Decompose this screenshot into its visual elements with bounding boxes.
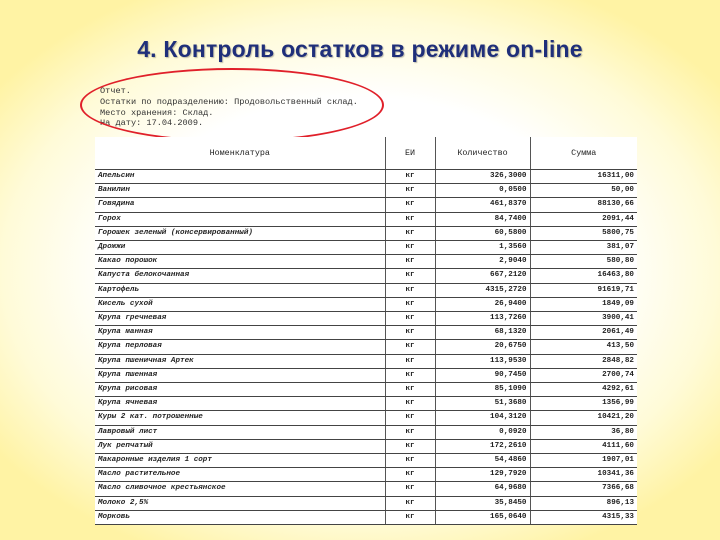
cell-sum: 2091,44 <box>530 212 637 226</box>
cell-name: Молоко 2,5% <box>95 496 385 510</box>
table-row <box>95 354 637 368</box>
cell-quantity: 4315,2720 <box>435 283 530 297</box>
cell-sum: 896,13 <box>530 496 637 510</box>
cell-name: Апельсин <box>95 170 385 184</box>
cell-quantity: 667,2120 <box>435 269 530 283</box>
cell-sum: 5800,75 <box>530 226 637 240</box>
cell-name: Какао порошок <box>95 255 385 269</box>
cell-sum: 3900,41 <box>530 312 637 326</box>
cell-unit: кг <box>385 496 435 510</box>
cell-unit: кг <box>385 312 435 326</box>
table-header-row <box>95 137 637 170</box>
cell-name: Горох <box>95 212 385 226</box>
cell-name: Крупа гречневая <box>95 312 385 326</box>
report-line: На дату: 17.04.2009. <box>100 118 204 129</box>
table-row <box>95 340 637 354</box>
cell-quantity: 113,9530 <box>435 354 530 368</box>
cell-name: Крупа рисовая <box>95 383 385 397</box>
cell-unit: кг <box>385 368 435 382</box>
cell-unit: кг <box>385 170 435 184</box>
table-row <box>95 241 637 255</box>
slide-title: 4. Контроль остатков в режиме on-line <box>137 36 583 62</box>
cell-sum: 50,00 <box>530 184 637 198</box>
cell-sum: 36,80 <box>530 425 637 439</box>
cell-sum: 10341,36 <box>530 468 637 482</box>
table-body <box>95 170 637 525</box>
cell-quantity: 68,1320 <box>435 326 530 340</box>
cell-sum: 381,07 <box>530 241 637 255</box>
table-row <box>95 312 637 326</box>
header-quantity: Количество <box>435 137 530 170</box>
cell-name: Крупа манная <box>95 326 385 340</box>
cell-quantity: 51,3680 <box>435 397 530 411</box>
cell-quantity: 20,6750 <box>435 340 530 354</box>
cell-name: Куры 2 кат. потрошенные <box>95 411 385 425</box>
table-row <box>95 283 637 297</box>
cell-quantity: 1,3560 <box>435 241 530 255</box>
table-row <box>95 397 637 411</box>
cell-unit: кг <box>385 212 435 226</box>
table-row <box>95 510 637 524</box>
table-row <box>95 411 637 425</box>
cell-quantity: 26,9400 <box>435 297 530 311</box>
cell-sum: 1849,09 <box>530 297 637 311</box>
cell-name: Масло сливочное крестьянское <box>95 482 385 496</box>
table-row <box>95 212 637 226</box>
cell-name: Ванилин <box>95 184 385 198</box>
table-row <box>95 439 637 453</box>
cell-name: Лук репчатый <box>95 439 385 453</box>
table-row <box>95 496 637 510</box>
cell-unit: кг <box>385 283 435 297</box>
table-row <box>95 368 637 382</box>
header-unit: ЕИ <box>385 137 435 170</box>
cell-sum: 580,80 <box>530 255 637 269</box>
cell-unit: кг <box>385 340 435 354</box>
report-line: Место хранения: Склад. <box>100 107 214 118</box>
cell-name: Крупа пшенная <box>95 368 385 382</box>
stock-table <box>95 137 637 525</box>
cell-quantity: 90,7450 <box>435 368 530 382</box>
cell-sum: 2848,82 <box>530 354 637 368</box>
cell-quantity: 84,7400 <box>435 212 530 226</box>
table-row <box>95 198 637 212</box>
cell-unit: кг <box>385 439 435 453</box>
table-row <box>95 255 637 269</box>
table-row <box>95 383 637 397</box>
cell-quantity: 0,0920 <box>435 425 530 439</box>
cell-unit: кг <box>385 454 435 468</box>
cell-sum: 4292,61 <box>530 383 637 397</box>
cell-unit: кг <box>385 425 435 439</box>
cell-quantity: 85,1090 <box>435 383 530 397</box>
stock-table-frame <box>95 137 637 524</box>
cell-unit: кг <box>385 326 435 340</box>
cell-name: Масло растительное <box>95 468 385 482</box>
cell-unit: кг <box>385 184 435 198</box>
report-line: Остатки по подразделению: Продовольственный склад. <box>100 96 358 107</box>
table-row <box>95 269 637 283</box>
cell-name: Макаронные изделия 1 сорт <box>95 454 385 468</box>
table-row <box>95 326 637 340</box>
cell-name: Крупа перловая <box>95 340 385 354</box>
report-line: Отчет. <box>100 86 131 96</box>
cell-name: Говядина <box>95 198 385 212</box>
cell-sum: 1356,99 <box>530 397 637 411</box>
cell-unit: кг <box>385 397 435 411</box>
header-nomenclature: Номенклатура <box>95 137 385 170</box>
cell-unit: кг <box>385 383 435 397</box>
table-row <box>95 170 637 184</box>
cell-unit: кг <box>385 354 435 368</box>
cell-quantity: 60,5800 <box>435 226 530 240</box>
cell-sum: 16311,00 <box>530 170 637 184</box>
cell-name: Кисель сухой <box>95 297 385 311</box>
cell-quantity: 64,9680 <box>435 482 530 496</box>
cell-name: Горошек зеленый (консервированный) <box>95 226 385 240</box>
cell-unit: кг <box>385 482 435 496</box>
highlight-ellipse <box>80 68 384 142</box>
cell-quantity: 461,8370 <box>435 198 530 212</box>
cell-quantity: 113,7260 <box>435 312 530 326</box>
cell-unit: кг <box>385 411 435 425</box>
cell-unit: кг <box>385 198 435 212</box>
cell-sum: 4315,33 <box>530 510 637 524</box>
table-row <box>95 297 637 311</box>
table-row <box>95 226 637 240</box>
cell-sum: 16463,80 <box>530 269 637 283</box>
table-row <box>95 425 637 439</box>
table-row <box>95 482 637 496</box>
cell-name: Лавровый лист <box>95 425 385 439</box>
cell-unit: кг <box>385 510 435 524</box>
cell-unit: кг <box>385 226 435 240</box>
cell-quantity: 0,0500 <box>435 184 530 198</box>
cell-sum: 4111,60 <box>530 439 637 453</box>
cell-sum: 88130,66 <box>530 198 637 212</box>
cell-unit: кг <box>385 269 435 283</box>
cell-sum: 7366,68 <box>530 482 637 496</box>
cell-sum: 1907,01 <box>530 454 637 468</box>
cell-quantity: 2,9040 <box>435 255 530 269</box>
cell-name: Картофель <box>95 283 385 297</box>
cell-sum: 413,50 <box>530 340 637 354</box>
table-row <box>95 454 637 468</box>
cell-unit: кг <box>385 297 435 311</box>
cell-sum: 10421,20 <box>530 411 637 425</box>
cell-sum: 91619,71 <box>530 283 637 297</box>
cell-unit: кг <box>385 255 435 269</box>
table-row <box>95 468 637 482</box>
cell-sum: 2700,74 <box>530 368 637 382</box>
cell-quantity: 172,2610 <box>435 439 530 453</box>
cell-quantity: 326,3000 <box>435 170 530 184</box>
cell-quantity: 165,0640 <box>435 510 530 524</box>
cell-name: Дрожжи <box>95 241 385 255</box>
cell-name: Капуста белокочанная <box>95 269 385 283</box>
table-row <box>95 184 637 198</box>
cell-quantity: 35,8450 <box>435 496 530 510</box>
cell-sum: 2061,49 <box>530 326 637 340</box>
cell-quantity: 104,3120 <box>435 411 530 425</box>
cell-name: Морковь <box>95 510 385 524</box>
cell-unit: кг <box>385 468 435 482</box>
header-sum: Сумма <box>530 137 637 170</box>
cell-name: Крупа пшеничная Артек <box>95 354 385 368</box>
cell-unit: кг <box>385 241 435 255</box>
cell-quantity: 54,4860 <box>435 454 530 468</box>
cell-name: Крупа ячневая <box>95 397 385 411</box>
cell-quantity: 129,7920 <box>435 468 530 482</box>
